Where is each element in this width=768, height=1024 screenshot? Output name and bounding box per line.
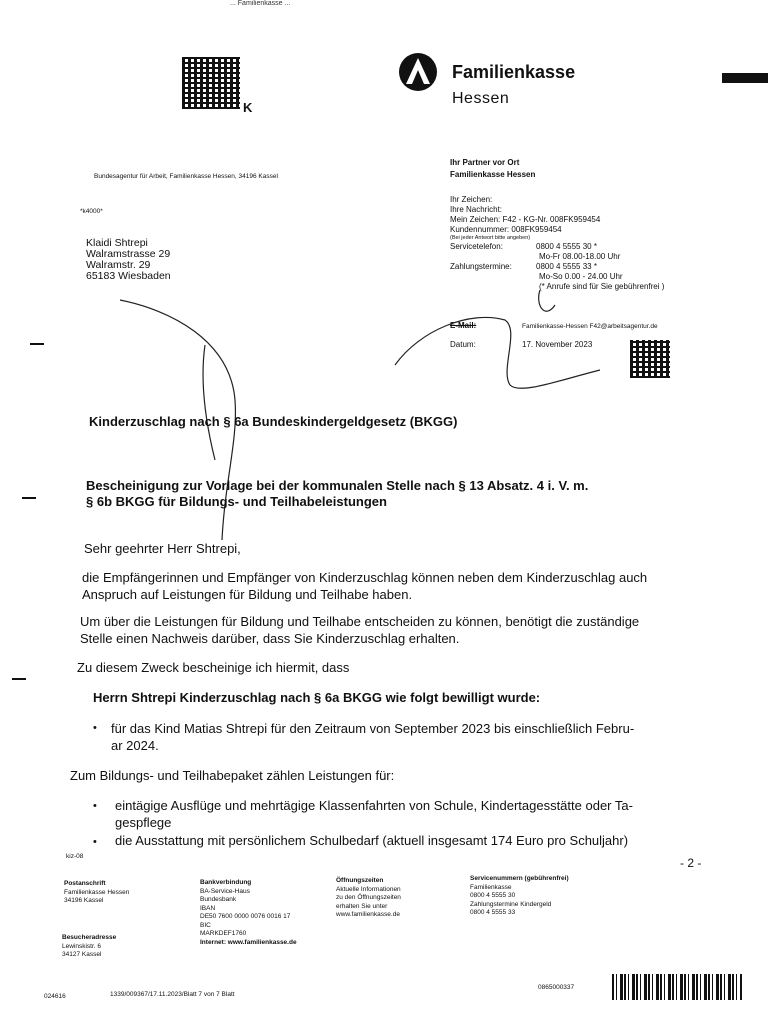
- footer-bank-line-2: Bundesbank: [200, 896, 237, 903]
- email-label: E-Mail:: [450, 321, 477, 330]
- logo-name: Familienkasse: [452, 62, 576, 82]
- footer-code-1: 024616: [44, 993, 66, 1000]
- footer-code-2: 1339/009367/17.11.2023/Blatt 7 von 7 Blatt: [110, 991, 235, 998]
- logo-letter: K: [243, 100, 253, 115]
- footer-service-line-3: Zahlungstermine Kindergeld: [470, 900, 552, 908]
- logo-region: Hessen: [452, 90, 510, 107]
- footer-bank-line-5: BIC: [200, 921, 211, 929]
- footer-bank-line-4: DE50 7600 0000 0076 0016 17: [200, 913, 291, 920]
- ihr-zeichen: Ihr Zeichen:: [450, 195, 493, 204]
- footer-service-line-1: Familienkasse: [470, 883, 512, 891]
- paragraph-5: Zum Bildungs- und Teilhabepaket zählen Leistungen für:: [70, 768, 395, 783]
- paragraph-3: Zu diesem Zweck bescheinige ich hiermit, dass: [77, 660, 350, 675]
- footer-postal-title: Postanschrift: [64, 880, 106, 887]
- service-label: Servicetelefon:: [450, 242, 503, 251]
- footer-service-line-4: 0800 4 5555 33: [470, 909, 516, 916]
- form-code: kiz-08: [66, 853, 84, 860]
- mein-zeichen-label: Mein Zeichen:: [450, 215, 501, 224]
- footer-hours-line-2: zu den Öffnungszeiten: [336, 894, 401, 901]
- footer-bank-line-1: BA-Service-Haus: [200, 887, 250, 895]
- bullet-1-line-2: ar 2024.: [111, 738, 159, 753]
- footer-hours-line-4: www.familienkasse.de: [336, 911, 400, 918]
- bullet-icon: •: [93, 722, 97, 734]
- email-value: Familienkasse-Hessen F42@arbeitsagentur.de: [522, 323, 658, 330]
- subject: Kinderzuschlag nach § 6a Bundeskindergeldgesetz (BKGG): [89, 414, 458, 429]
- paragraph-2-line-2: Stelle einen Nachweis darüber, dass Sie Kinderzuschlag erhalten.: [80, 631, 460, 646]
- footer-bank-line-3: IBAN: [200, 904, 216, 912]
- footer-code-3: 0865000337: [538, 984, 575, 991]
- sender-line: Bundesagentur für Arbeit, Familienkasse Hessen, 34196 Kassel: [94, 173, 278, 180]
- bullet-1-line-1: für das Kind Matias Shtrepi für den Zeitraum von September 2023 bis einschließlich Febru-: [111, 721, 635, 736]
- bullet-icon: •: [93, 800, 97, 812]
- footer-service-title: Servicenummern (gebührenfrei): [470, 875, 569, 882]
- footer-service-line-2: 0800 4 5555 30: [470, 892, 516, 899]
- paragraph-2: [80, 613, 639, 647]
- recipient-street: Walramstrasse 29: [86, 248, 171, 260]
- footer-hours-title: Öffnungszeiten: [336, 877, 384, 884]
- page-continuation: - 2 -: [680, 856, 702, 870]
- heading-line-2: § 6b BKGG für Bildungs- und Teilhabeleistungen: [86, 494, 387, 509]
- paragraph-4: Herrn Shtrepi Kinderzuschlag nach § 6a BKGG wie folgt bewilligt wurde:: [93, 690, 541, 705]
- footer-bank-title: Bankverbindung: [200, 879, 252, 886]
- footer-postal-line-2: 34196 Kassel: [64, 897, 104, 904]
- recipient-street-2: Walramstr. 29: [86, 259, 151, 271]
- ihre-nachricht: Ihre Nachricht:: [450, 205, 503, 214]
- mein-zeichen-value: F42 - KG-Nr. 008FK959454: [502, 215, 601, 224]
- bullet-2: [115, 797, 633, 831]
- zahlung-label: Zahlungstermine:: [450, 262, 512, 271]
- footer-visit-title: Besucheradresse: [62, 934, 117, 941]
- paragraph-1-line-2: Anspruch auf Leistungen für Bildung und Teilhabe haben.: [82, 587, 413, 602]
- salutation: Sehr geehrter Herr Shtrepi,: [84, 541, 241, 556]
- footer-postal-line-1: Familienkasse Hessen: [64, 888, 130, 896]
- margin-mark: [22, 497, 36, 499]
- bullet-2-line-2: gespflege: [115, 815, 172, 830]
- reference-hint: (Bei jeder Antwort bitte angeben): [450, 235, 531, 241]
- bullet-3: die Ausstattung mit persönlichem Schulbedarf (aktuell insgesamt 174 Euro pro Schuljahr): [115, 833, 629, 848]
- zahlung-value: 0800 4 5555 33 *: [536, 262, 597, 271]
- paragraph-1: [82, 569, 647, 603]
- recipient-city: 65183 Wiesbaden: [86, 270, 171, 282]
- heading-line-1: Bescheinigung zur Vorlage bei der kommunalen Stelle nach § 13 Absatz. 4 i. V. m.: [86, 478, 589, 493]
- paragraph-2-line-1: Um über die Leistungen für Bildung und Teilhabe entscheiden zu können, benötigt die zuständige: [80, 614, 640, 629]
- footer-bank-line-6: MARKDEF1760: [200, 930, 247, 937]
- partner-name: Familienkasse Hessen: [450, 170, 536, 179]
- edge-mark: [722, 73, 768, 83]
- scan-header-noise: ... Familienkasse ...: [230, 0, 291, 7]
- kundennummer: Kundennummer: 008FK959454: [450, 225, 562, 234]
- footer-hours-line-1: Aktuelle Informationen: [336, 885, 401, 893]
- partner-title: Ihr Partner vor Ort: [450, 158, 520, 167]
- footer-internet: Internet: www.familienkasse.de: [200, 938, 297, 946]
- bullet-icon: •: [93, 836, 97, 848]
- footer-service: [470, 875, 569, 918]
- footer-postal: [64, 880, 129, 906]
- service-hours: Mo-Fr 08.00-18.00 Uhr: [539, 252, 621, 261]
- margin-mark: [12, 678, 26, 680]
- footer-hours-line-3: erhalten Sie unter: [336, 902, 388, 910]
- paragraph-1-line-1: die Empfängerinnen und Empfänger von Kinderzuschlag können neben dem Kinderzuschlag auch: [82, 570, 648, 585]
- zahlung-hours: Mo-So 0.00 - 24.00 Uhr: [539, 272, 623, 281]
- datum-label: Datum:: [450, 340, 476, 349]
- recipient-code: *k4000*: [80, 208, 103, 215]
- datum-value: 17. November 2023: [522, 340, 593, 349]
- footer-visit-line-2: 34127 Kassel: [62, 951, 102, 958]
- margin-mark: [30, 343, 44, 345]
- bullet-2-line-1: eintägige Ausflüge und mehrtägige Klassenfahrten von Schule, Kindertagesstätte oder Ta-: [115, 798, 633, 813]
- footer-visit-line-1: Lewinskistr. 6: [62, 942, 102, 950]
- bullet-1: [111, 720, 634, 754]
- barcode: [612, 974, 742, 1000]
- footer-visit: [62, 934, 116, 960]
- service-value: 0800 4 5555 30 *: [536, 242, 597, 251]
- footer-bank: [200, 879, 297, 947]
- recipient-name: Klaidi Shtrepi: [86, 237, 148, 249]
- free-call-note: (* Anrufe sind für Sie gebührenfrei ): [539, 282, 665, 291]
- footer-hours: [336, 877, 401, 920]
